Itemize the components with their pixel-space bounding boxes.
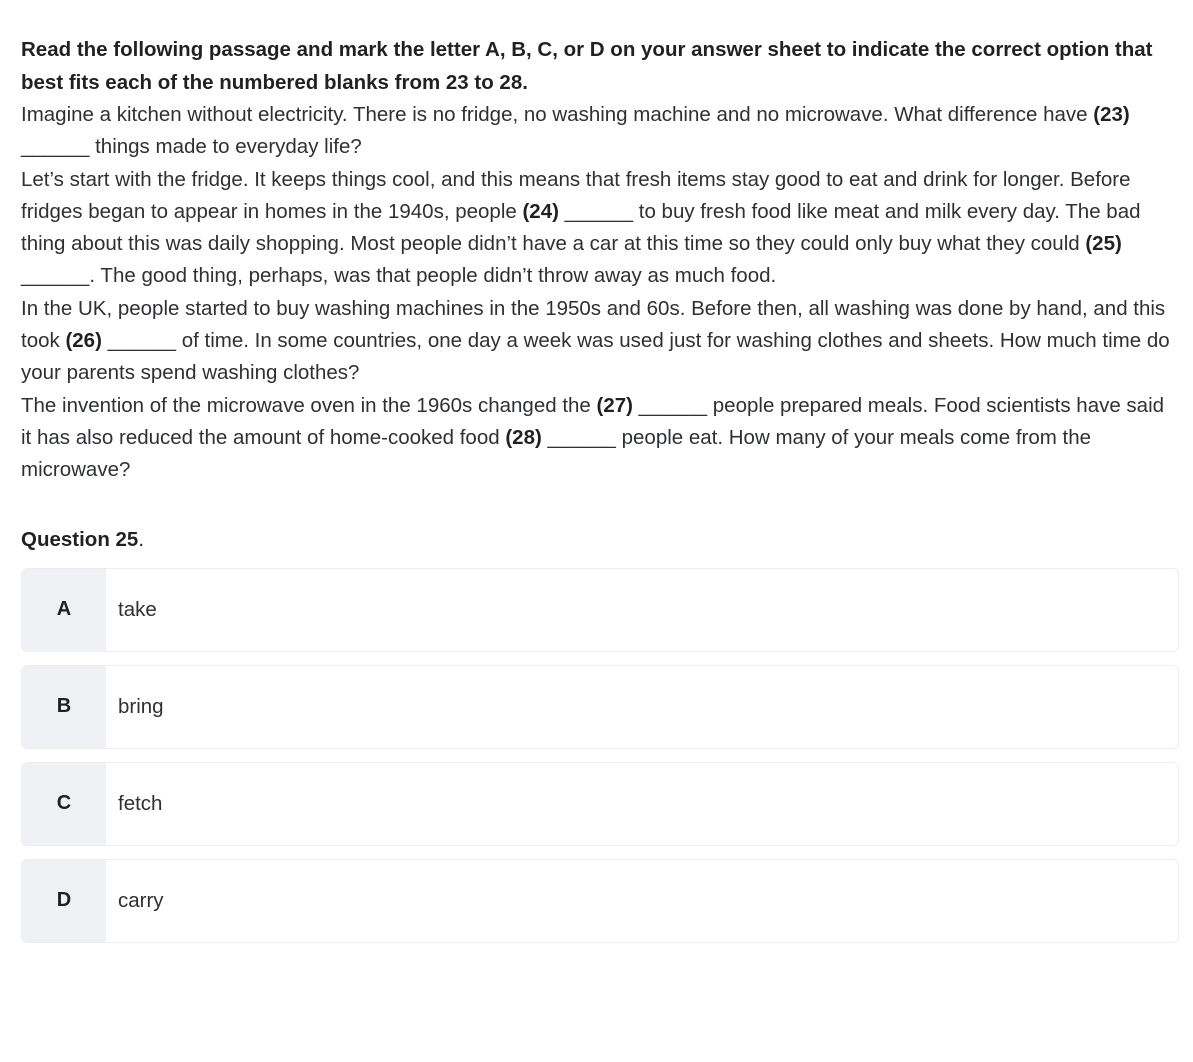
option-text: bring xyxy=(118,694,164,718)
passage-paragraph-2 xyxy=(21,164,1179,293)
option-letter: B xyxy=(22,666,106,748)
blank-number-24: (24) xyxy=(522,199,559,223)
option-letter: D xyxy=(22,860,106,942)
passage xyxy=(21,99,1179,487)
text-segment: The invention of the microwave oven in the 1960s changed the xyxy=(21,393,597,417)
option-a[interactable] xyxy=(21,568,1179,652)
option-text: take xyxy=(118,597,157,621)
text-segment: ______ to buy fresh food like meat and milk every day. The bad thing about this was daily shopping. Most people didn’t have a car at this time so they could only buy what they could xyxy=(21,199,1141,256)
question-suffix: . xyxy=(138,527,145,551)
passage-paragraph-4 xyxy=(21,390,1179,487)
answer-options xyxy=(21,568,1179,943)
text-segment: ______ things made to everyday life? xyxy=(21,135,362,159)
option-b[interactable] xyxy=(21,665,1179,749)
passage-paragraph-3 xyxy=(21,293,1179,390)
text-segment: ______ of time. In some countries, one day a week was used just for washing clothes and sheets. How much time do your parents spend washing clothes? xyxy=(21,329,1170,385)
option-text: carry xyxy=(118,888,164,912)
passage-paragraph-1 xyxy=(21,99,1179,164)
text-segment: ______ people eat. How many of your meals come from the microwave? xyxy=(21,425,1092,482)
text-segment: Let’s start with the fridge. It keeps things cool, and this means that fresh items stay good to eat and drink for longer. Before fridges began to appear in homes in the 1940s, people xyxy=(21,167,1131,223)
option-d[interactable] xyxy=(21,859,1179,943)
text-segment: ______. The good thing, perhaps, was that people didn’t throw away as much food. xyxy=(21,264,777,288)
text-segment: In the UK, people started to buy washing machines in the 1950s and 60s. Before then, all washing was done by hand, and this took xyxy=(21,296,1166,353)
question-title xyxy=(21,526,1179,554)
blank-number-27: (27) xyxy=(596,393,633,417)
text-segment: Imagine a kitchen without electricity. There is no fridge, no washing machine and no microwave. What difference have xyxy=(21,103,1094,126)
blank-number-25: (25) xyxy=(1085,232,1122,256)
option-c[interactable] xyxy=(21,762,1179,846)
blank-number-26: (26) xyxy=(65,329,102,353)
text-segment: ______ people prepared meals. Food scientists have said it has also reduced the amount of home-cooked food xyxy=(21,393,1165,449)
blank-number-28: (28) xyxy=(505,425,542,449)
option-letter: C xyxy=(22,763,106,845)
question-label: Question 25 xyxy=(21,527,139,551)
blank-number-23: (23) xyxy=(1093,103,1130,126)
option-letter: A xyxy=(22,569,106,651)
option-text: fetch xyxy=(118,791,163,815)
instruction-text: Read the following passage and mark the letter A, B, C, or D on your answer sheet to indicate the correct option that best fits each of the numbered blanks from 23 to 28. xyxy=(21,38,1153,94)
